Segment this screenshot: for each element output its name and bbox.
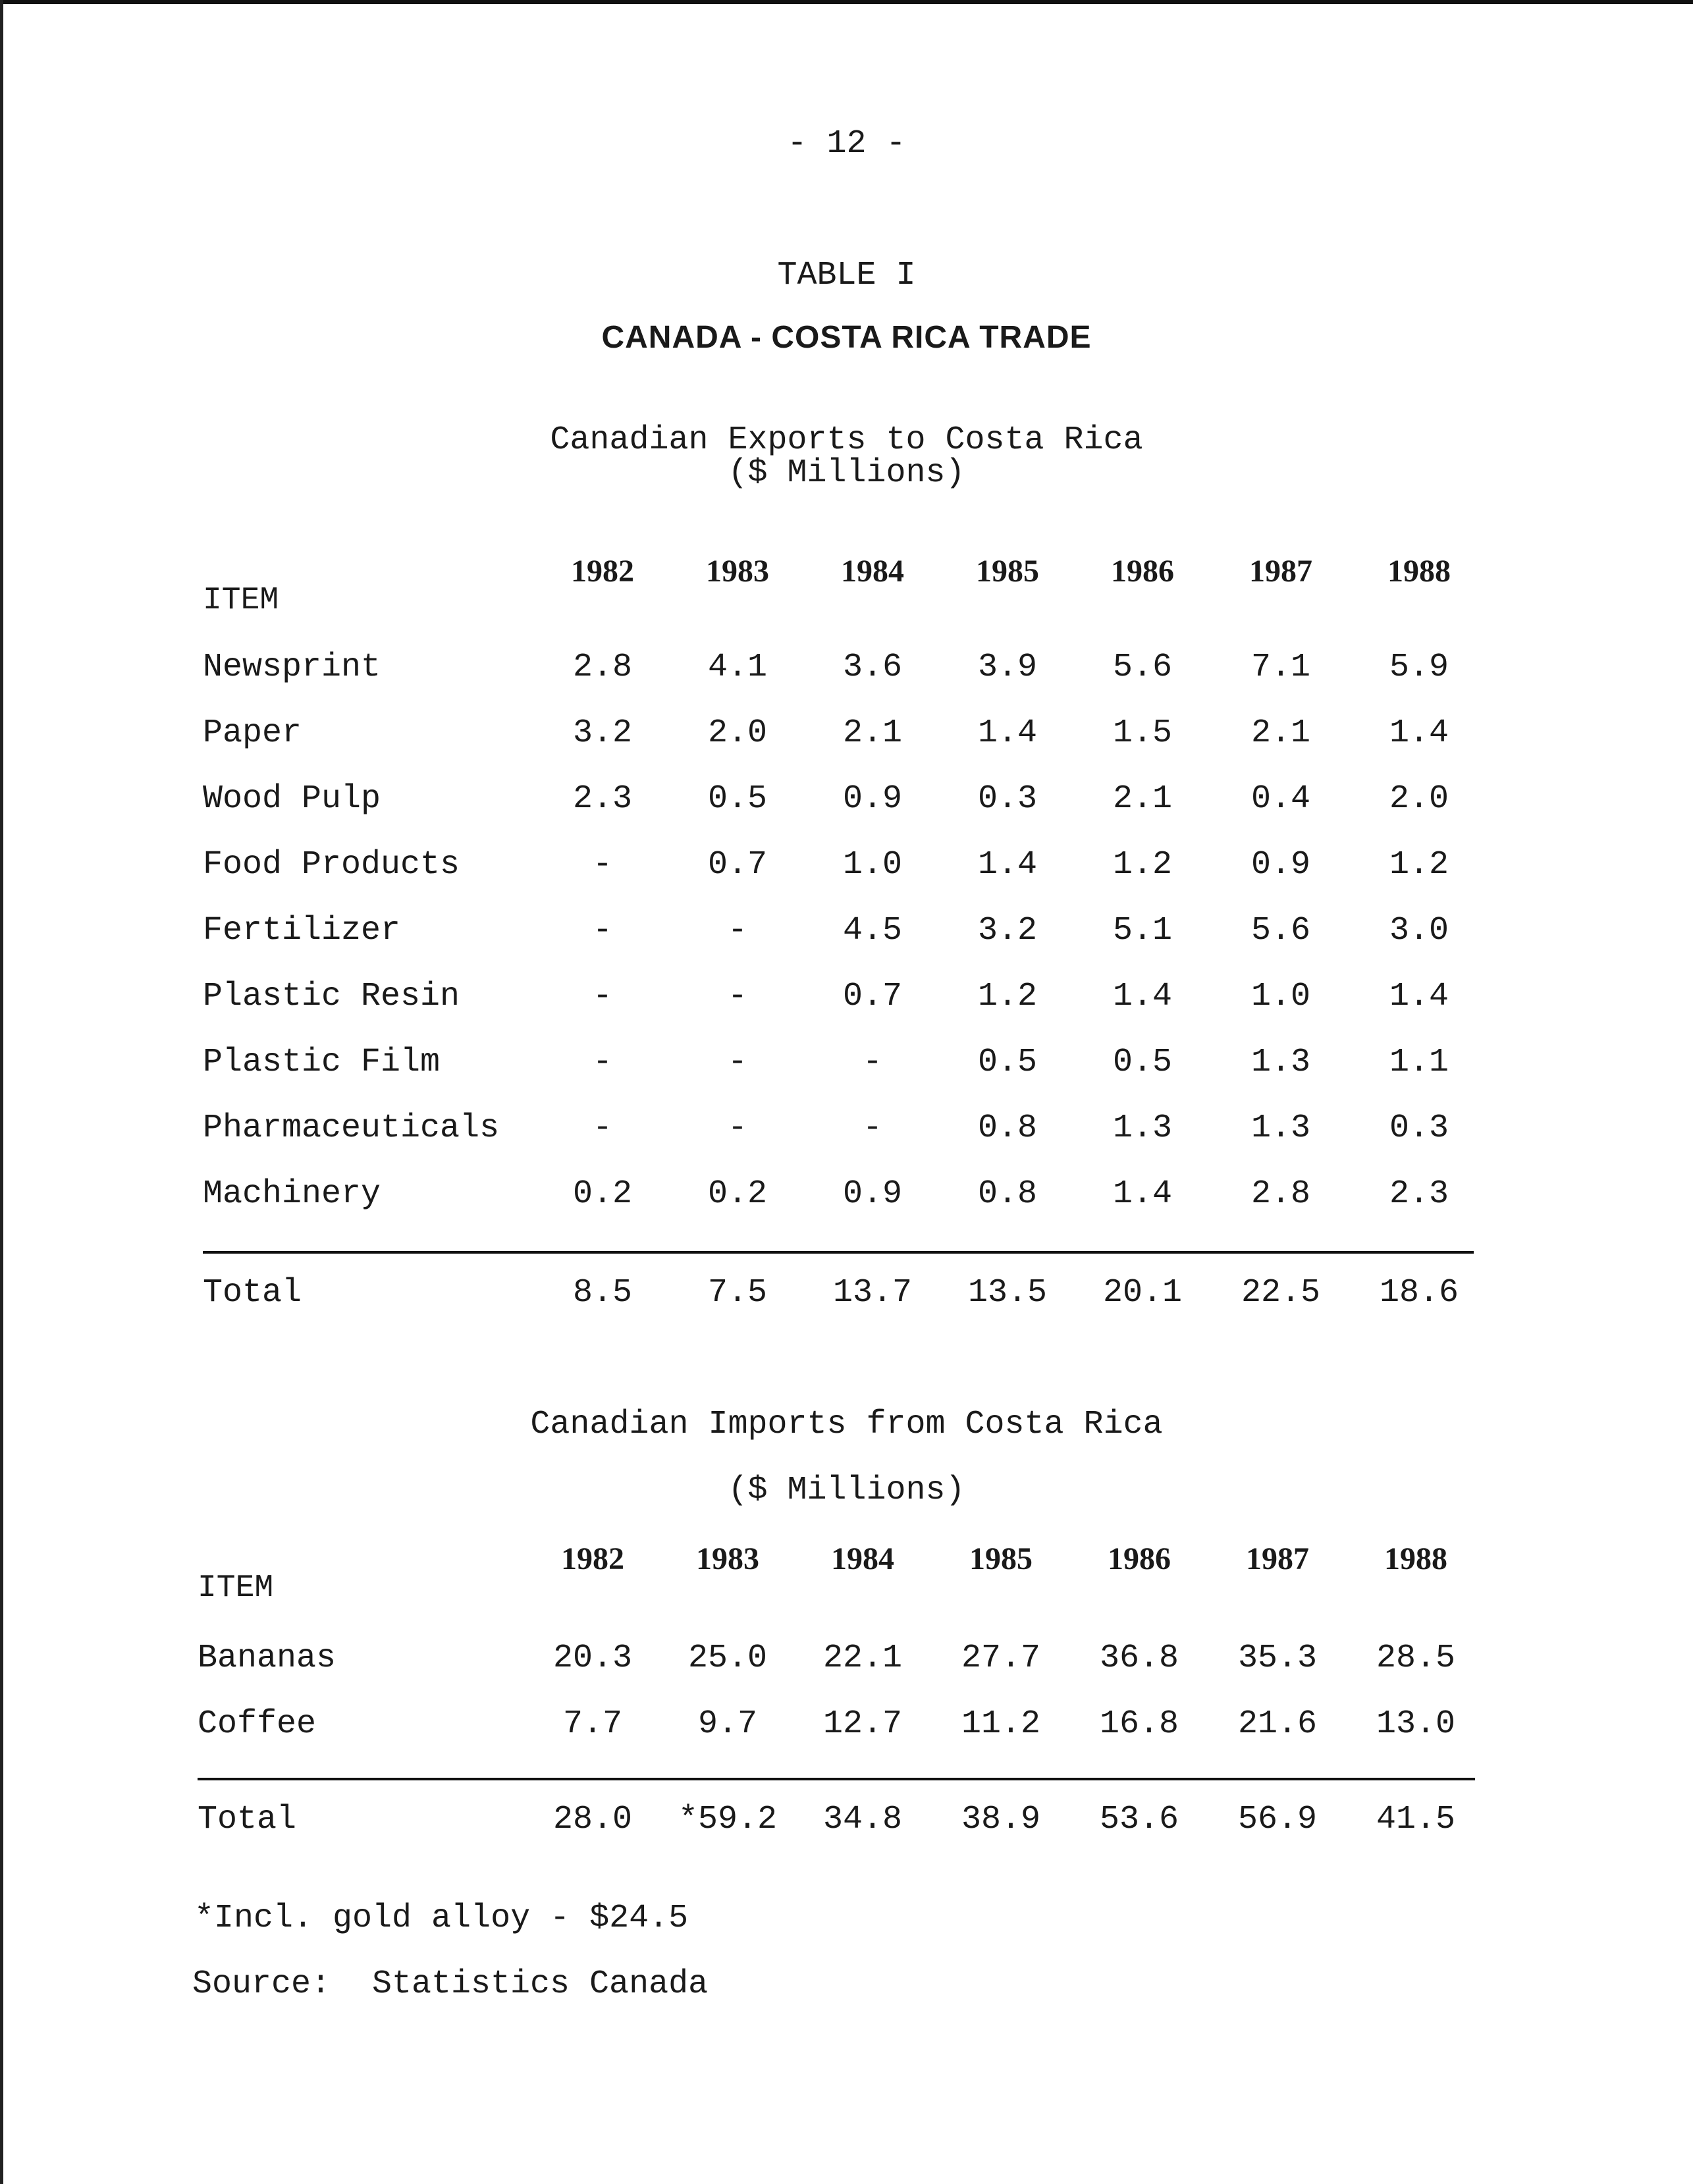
scan-border-top <box>0 0 1693 4</box>
table-cell: 3.9 <box>977 649 1037 686</box>
year-header: 1983 <box>696 1541 759 1576</box>
table-cell: 5.6 <box>1250 912 1310 949</box>
year-header: 1986 <box>1111 554 1174 589</box>
table-cell: - <box>727 1044 747 1081</box>
table-cell: 1.4 <box>977 714 1037 752</box>
table-cell: 2.0 <box>1389 780 1449 818</box>
table-cell: 1.4 <box>1112 1175 1172 1213</box>
source-label: Source: <box>192 1965 331 2003</box>
total-cell: 53.6 <box>1099 1801 1179 1838</box>
table-cell: 2.0 <box>707 714 767 752</box>
table-cell: 0.7 <box>842 978 902 1015</box>
table-cell: 5.9 <box>1389 649 1449 686</box>
year-header: 1985 <box>969 1541 1033 1576</box>
table-cell: 2.1 <box>1112 780 1172 818</box>
row-label: Fertilizer <box>203 912 401 949</box>
table-label: TABLE I <box>777 257 916 294</box>
total-cell: 20.1 <box>1102 1274 1183 1312</box>
table-cell: 0.9 <box>1250 846 1310 884</box>
total-cell: 13.7 <box>832 1274 913 1312</box>
table-cell: 1.3 <box>1250 1109 1310 1147</box>
table-cell: 3.6 <box>842 649 902 686</box>
table-cell: - <box>862 1044 882 1081</box>
total-cell: 41.5 <box>1376 1801 1456 1838</box>
table-cell: 1.0 <box>1250 978 1310 1015</box>
table-cell: 1.5 <box>1112 714 1172 752</box>
page-number: - 12 - <box>787 125 906 163</box>
table-cell: 2.8 <box>1250 1175 1310 1213</box>
table-cell: 2.1 <box>1250 714 1310 752</box>
table-cell: 0.2 <box>572 1175 632 1213</box>
total-cell: 22.5 <box>1241 1274 1321 1312</box>
table-cell: - <box>592 1109 612 1147</box>
total-cell: 18.6 <box>1379 1274 1459 1312</box>
row-label: Wood Pulp <box>203 780 381 818</box>
table-title: CANADA - COSTA RICA TRADE <box>601 320 1092 355</box>
year-header: 1987 <box>1246 1541 1309 1576</box>
table-cell: 7.1 <box>1250 649 1310 686</box>
source-value: Statistics Canada <box>372 1965 709 2003</box>
table-cell: 22.1 <box>822 1639 903 1677</box>
table-cell: 0.4 <box>1250 780 1310 818</box>
year-header: 1982 <box>571 554 634 589</box>
table-cell: 3.0 <box>1389 912 1449 949</box>
total-cell: 34.8 <box>822 1801 903 1838</box>
table-cell: 1.2 <box>1389 846 1449 884</box>
table-cell: - <box>727 1109 747 1147</box>
table-cell: 2.8 <box>572 649 632 686</box>
row-label: Machinery <box>203 1175 381 1213</box>
total-label: Total <box>203 1274 302 1312</box>
table-cell: 5.1 <box>1112 912 1172 949</box>
imports-title: Canadian Imports from Costa Rica <box>530 1406 1163 1443</box>
table-cell: 9.7 <box>697 1705 757 1743</box>
table-cell: 5.6 <box>1112 649 1172 686</box>
row-label: Pharmaceuticals <box>203 1109 500 1147</box>
table-cell: 0.5 <box>707 780 767 818</box>
year-header: 1984 <box>831 1541 894 1576</box>
table-cell: 0.8 <box>977 1175 1037 1213</box>
table-cell: 3.2 <box>572 714 632 752</box>
row-label: Bananas <box>198 1639 336 1677</box>
total-cell: 13.5 <box>967 1274 1048 1312</box>
row-label: Food Products <box>203 846 460 884</box>
table-cell: 1.3 <box>1250 1044 1310 1081</box>
table-cell: 16.8 <box>1099 1705 1179 1743</box>
table-cell: 4.1 <box>707 649 767 686</box>
table-cell: 1.4 <box>977 846 1037 884</box>
table-cell: 1.1 <box>1389 1044 1449 1081</box>
total-cell: 56.9 <box>1237 1801 1318 1838</box>
table-cell: 12.7 <box>822 1705 903 1743</box>
row-label: Plastic Film <box>203 1044 441 1081</box>
table-cell: - <box>862 1109 882 1147</box>
table-cell: 21.6 <box>1237 1705 1318 1743</box>
table-cell: 1.4 <box>1389 714 1449 752</box>
exports-title: Canadian Exports to Costa Rica <box>550 421 1143 459</box>
table-cell: - <box>592 846 612 884</box>
table-cell: - <box>592 912 612 949</box>
table-cell: 7.7 <box>562 1705 622 1743</box>
total-label: Total <box>198 1801 297 1838</box>
table-cell: 20.3 <box>552 1639 633 1677</box>
year-header: 1987 <box>1249 554 1312 589</box>
year-header: 1988 <box>1387 554 1451 589</box>
table-cell: 4.5 <box>842 912 902 949</box>
table-cell: - <box>592 1044 612 1081</box>
table-cell: 1.2 <box>977 978 1037 1015</box>
item-header: ITEM <box>203 583 279 618</box>
imports-unit: ($ Millions) <box>728 1472 965 1509</box>
footnote: *Incl. gold alloy - $24.5 <box>194 1900 689 1937</box>
table-cell: 1.2 <box>1112 846 1172 884</box>
row-label: Plastic Resin <box>203 978 460 1015</box>
year-header: 1986 <box>1108 1541 1171 1576</box>
table-cell: 25.0 <box>687 1639 768 1677</box>
table-cell: 13.0 <box>1376 1705 1456 1743</box>
total-cell: *59.2 <box>678 1801 778 1838</box>
table-cell: - <box>727 978 747 1015</box>
table-cell: 0.9 <box>842 780 902 818</box>
table-cell: 1.3 <box>1112 1109 1172 1147</box>
table-cell: 0.7 <box>707 846 767 884</box>
table-cell: 1.4 <box>1389 978 1449 1015</box>
total-cell: 38.9 <box>961 1801 1041 1838</box>
total-cell: 28.0 <box>552 1801 633 1838</box>
row-label: Coffee <box>198 1705 317 1743</box>
table-cell: 0.8 <box>977 1109 1037 1147</box>
table-cell: 11.2 <box>961 1705 1041 1743</box>
table-cell: 2.3 <box>1389 1175 1449 1213</box>
table-cell: 0.3 <box>977 780 1037 818</box>
year-header: 1984 <box>841 554 904 589</box>
year-header: 1985 <box>976 554 1039 589</box>
year-header: 1983 <box>706 554 769 589</box>
table-cell: 2.3 <box>572 780 632 818</box>
total-cell: 8.5 <box>572 1274 632 1312</box>
table-cell: 3.2 <box>977 912 1037 949</box>
table-cell: 0.2 <box>707 1175 767 1213</box>
table-cell: 0.5 <box>1112 1044 1172 1081</box>
item-header: ITEM <box>198 1570 274 1606</box>
table-cell: 1.4 <box>1112 978 1172 1015</box>
table-cell: 0.3 <box>1389 1109 1449 1147</box>
year-header: 1988 <box>1384 1541 1447 1576</box>
table-cell: 2.1 <box>842 714 902 752</box>
table-cell: 27.7 <box>961 1639 1041 1677</box>
table-cell: 0.5 <box>977 1044 1037 1081</box>
total-cell: 7.5 <box>707 1274 767 1312</box>
row-label: Newsprint <box>203 649 381 686</box>
row-label: Paper <box>203 714 302 752</box>
table-cell: 35.3 <box>1237 1639 1318 1677</box>
total-divider <box>198 1778 1475 1780</box>
table-cell: 0.9 <box>842 1175 902 1213</box>
total-divider <box>203 1251 1474 1254</box>
table-cell: 36.8 <box>1099 1639 1179 1677</box>
table-cell: 1.0 <box>842 846 902 884</box>
table-cell: 28.5 <box>1376 1639 1456 1677</box>
year-header: 1982 <box>561 1541 624 1576</box>
table-cell: - <box>592 978 612 1015</box>
table-cell: - <box>727 912 747 949</box>
exports-unit: ($ Millions) <box>728 454 965 492</box>
